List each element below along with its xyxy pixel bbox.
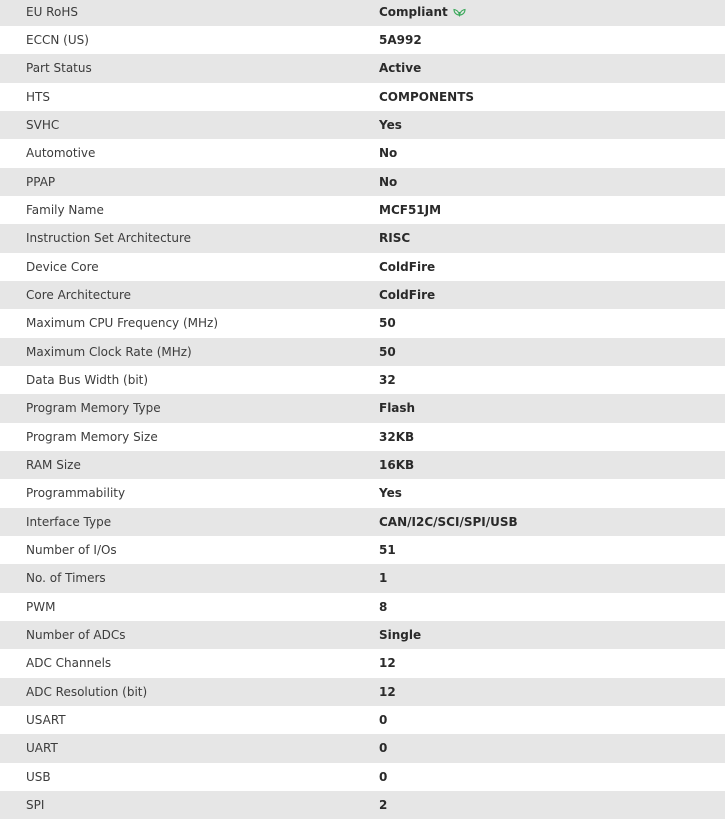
spec-value-cell xyxy=(353,139,725,167)
spec-value-cell xyxy=(353,706,725,734)
spec-value: 1 xyxy=(379,571,388,586)
spec-value-cell xyxy=(353,593,725,621)
spec-label: Data Bus Width (bit) xyxy=(26,373,149,388)
spec-label: HTS xyxy=(26,89,50,104)
spec-value: 50 xyxy=(379,316,396,331)
spec-value-cell xyxy=(353,366,725,394)
spec-label: USART xyxy=(26,713,66,728)
spec-label: ADC Channels xyxy=(26,656,112,671)
spec-label: PPAP xyxy=(26,174,56,189)
spec-row xyxy=(0,224,725,252)
spec-value-cell xyxy=(353,451,725,479)
spec-value-cell xyxy=(353,281,725,309)
spec-row xyxy=(0,423,725,451)
spec-value: RISC xyxy=(379,231,411,246)
spec-label: Program Memory Type xyxy=(26,401,161,416)
spec-value: 51 xyxy=(379,543,396,558)
spec-value: 50 xyxy=(379,344,396,359)
spec-value: Active xyxy=(379,61,422,76)
spec-value-cell xyxy=(353,649,725,677)
spec-row xyxy=(0,111,725,139)
spec-value-cell xyxy=(353,423,725,451)
spec-row xyxy=(0,26,725,54)
spec-label: Number of I/Os xyxy=(26,543,117,558)
spec-value-cell xyxy=(353,196,725,224)
spec-value-cell xyxy=(353,564,725,592)
spec-value: Compliant xyxy=(379,5,448,19)
spec-label: No. of Timers xyxy=(26,571,106,586)
spec-value-cell xyxy=(353,54,725,82)
spec-row xyxy=(0,253,725,281)
spec-label: Automotive xyxy=(26,146,96,161)
spec-label: Number of ADCs xyxy=(26,628,126,643)
spec-value-cell xyxy=(353,26,725,54)
spec-row xyxy=(0,734,725,762)
spec-label: Device Core xyxy=(26,259,99,274)
spec-row xyxy=(0,479,725,507)
spec-label: Program Memory Size xyxy=(26,429,158,444)
spec-value-cell xyxy=(353,621,725,649)
spec-value-cell xyxy=(353,678,725,706)
spec-label: RAM Size xyxy=(26,458,81,473)
spec-value: MCF51JM xyxy=(379,203,442,218)
spec-label: PWM xyxy=(26,599,56,614)
spec-row xyxy=(0,706,725,734)
spec-value: 12 xyxy=(379,656,396,671)
spec-row xyxy=(0,791,725,819)
spec-row xyxy=(0,83,725,111)
spec-label: Interface Type xyxy=(26,514,112,529)
spec-row xyxy=(0,678,725,706)
spec-value-cell xyxy=(353,224,725,252)
spec-label: Instruction Set Architecture xyxy=(26,231,192,246)
spec-row xyxy=(0,536,725,564)
spec-value: COMPONENTS xyxy=(379,89,475,104)
spec-value-cell xyxy=(353,338,725,366)
spec-value: Single xyxy=(379,628,422,643)
spec-value-cell xyxy=(353,253,725,281)
spec-value: 12 xyxy=(379,684,396,699)
spec-row xyxy=(0,451,725,479)
spec-value: 0 xyxy=(379,741,388,756)
spec-label: Part Status xyxy=(26,61,92,76)
spec-row xyxy=(0,649,725,677)
spec-value: 0 xyxy=(379,769,388,784)
spec-value: 8 xyxy=(379,599,388,614)
spec-value: 0 xyxy=(379,713,388,728)
spec-label: ADC Resolution (bit) xyxy=(26,684,148,699)
spec-label: SVHC xyxy=(26,118,60,133)
spec-value-cell xyxy=(353,309,725,337)
spec-value: 16KB xyxy=(379,458,415,473)
spec-label: Core Architecture xyxy=(26,288,132,303)
spec-value-cell xyxy=(353,536,725,564)
spec-label: EU RoHS xyxy=(26,5,78,19)
spec-row xyxy=(0,0,725,26)
spec-value: ColdFire xyxy=(379,288,436,303)
spec-label: Maximum Clock Rate (MHz) xyxy=(26,344,192,359)
spec-row xyxy=(0,394,725,422)
spec-value: 5A992 xyxy=(379,33,422,48)
spec-value: 2 xyxy=(379,798,388,813)
spec-value-cell xyxy=(353,734,725,762)
spec-value-cell xyxy=(353,791,725,819)
spec-value: Flash xyxy=(379,401,416,416)
spec-label: SPI xyxy=(26,798,45,813)
spec-row xyxy=(0,366,725,394)
spec-value-cell xyxy=(353,479,725,507)
spec-row xyxy=(0,763,725,791)
spec-row xyxy=(0,593,725,621)
spec-value: No xyxy=(379,174,398,189)
spec-value-cell xyxy=(353,111,725,139)
spec-value-cell xyxy=(353,83,725,111)
spec-value: 32 xyxy=(379,373,396,388)
spec-value-cell xyxy=(353,508,725,536)
spec-value: ColdFire xyxy=(379,259,436,274)
spec-row xyxy=(0,621,725,649)
spec-value-cell xyxy=(353,763,725,791)
spec-value-cell xyxy=(353,394,725,422)
spec-value-cell xyxy=(353,168,725,196)
spec-row xyxy=(0,309,725,337)
leaf-icon xyxy=(453,6,466,16)
spec-value: 32KB xyxy=(379,429,415,444)
spec-label: UART xyxy=(26,741,58,756)
spec-value-cell xyxy=(353,0,725,26)
spec-row xyxy=(0,338,725,366)
spec-row xyxy=(0,281,725,309)
spec-row xyxy=(0,168,725,196)
spec-value: No xyxy=(379,146,398,161)
spec-label: Maximum CPU Frequency (MHz) xyxy=(26,316,218,331)
spec-row xyxy=(0,196,725,224)
spec-row xyxy=(0,54,725,82)
spec-value: Yes xyxy=(379,486,402,501)
spec-value: CAN/I2C/SCI/SPI/USB xyxy=(379,514,518,529)
spec-label: Programmability xyxy=(26,486,126,501)
spec-row xyxy=(0,139,725,167)
spec-label: USB xyxy=(26,769,51,784)
spec-row xyxy=(0,564,725,592)
spec-label: Family Name xyxy=(26,203,104,218)
spec-row xyxy=(0,508,725,536)
spec-value: Yes xyxy=(379,118,402,133)
spec-label: ECCN (US) xyxy=(26,33,89,48)
